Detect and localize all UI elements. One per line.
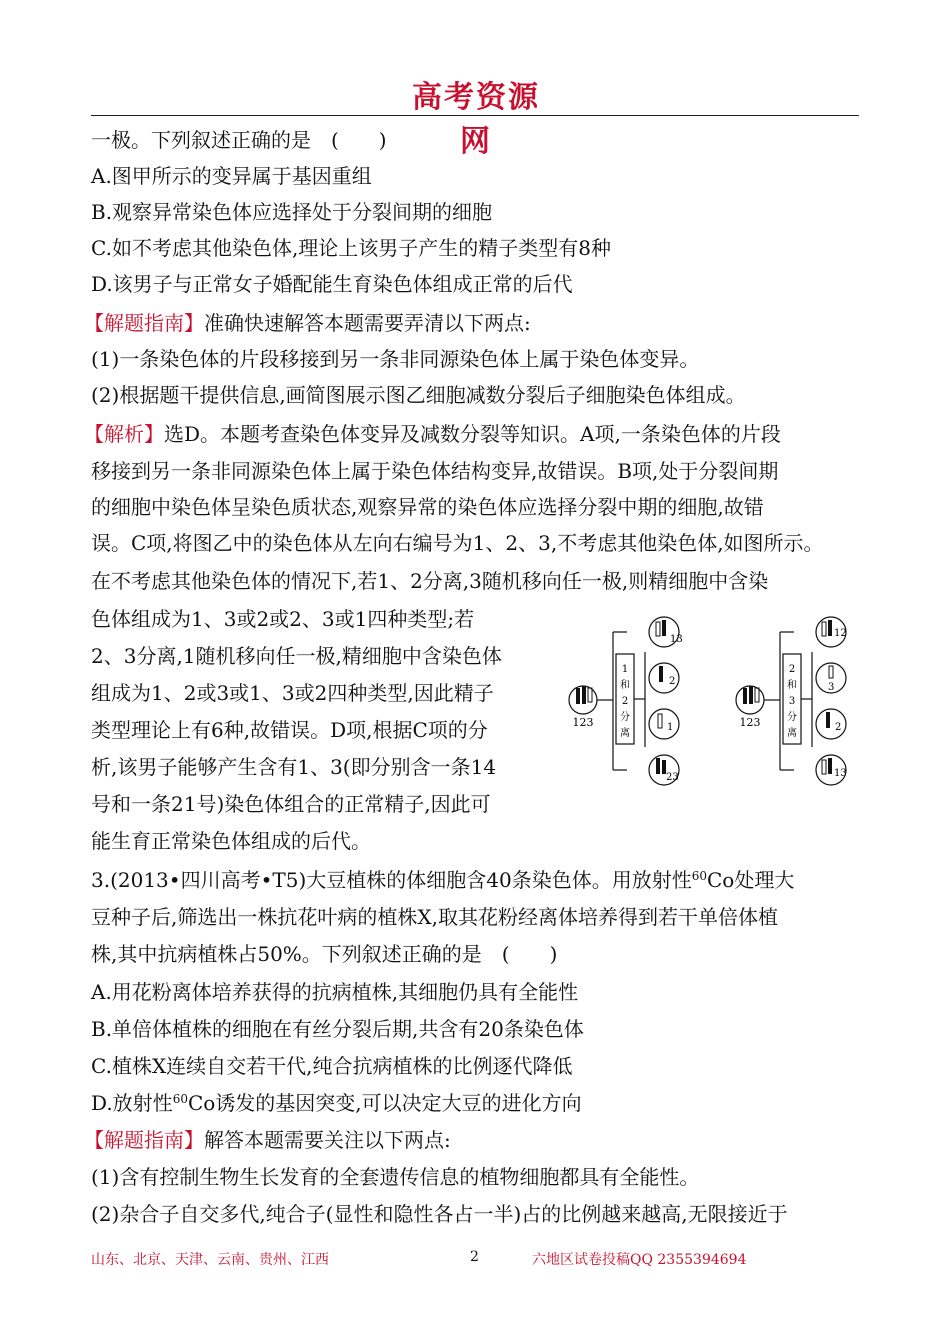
- question3-stem: 3.(2013•四川高考•T5)大豆植株的体细胞含40条染色体。用放射性$^{60}$Co处理大: [91, 868, 795, 892]
- header-rule: [91, 115, 859, 116]
- meiosis-diagram-1: [567, 602, 687, 802]
- option-a: A.用花粉离体培养获得的抗病植株,其细胞仍具有全能性: [91, 980, 579, 1004]
- option-d: D.该男子与正常女子婚配能生育染色体组成正常的后代: [91, 272, 573, 296]
- guide-point: (1)含有控制生物生长发育的全套遗传信息的植物细胞都具有全能性。: [91, 1165, 700, 1189]
- svg-text:离: 离: [787, 728, 797, 739]
- question3-stem: 株,其中抗病植株占50%。下列叙述正确的是 ( ): [91, 942, 558, 966]
- option-b: B.观察异常染色体应选择处于分裂间期的细胞: [91, 200, 493, 224]
- option-b: B.单倍体植株的细胞在有丝分裂后期,共含有20条染色体: [91, 1017, 584, 1041]
- option-a: A.图甲所示的变异属于基因重组: [91, 164, 372, 188]
- analysis-line: 误。C项,将图乙中的染色体从左向右编号为1、2、3,不考虑其他染色体,如图所示。: [91, 531, 824, 555]
- svg-text:23: 23: [666, 772, 679, 783]
- analysis-line: 号和一条21号)染色体组合的正常精子,因此可: [91, 792, 491, 816]
- svg-text:和: 和: [620, 680, 630, 691]
- svg-text:3: 3: [788, 696, 796, 707]
- analysis-line: 色体组成为1、3或2或2、3或1四种类型;若: [91, 607, 475, 631]
- svg-text:2: 2: [788, 664, 796, 675]
- footer-regions: 山东、北京、天津、云南、贵州、江西: [91, 1252, 329, 1268]
- isotope-mass: 60: [172, 1092, 188, 1106]
- guide-intro: 准确快速解答本题需要弄清以下两点:: [204, 311, 531, 335]
- parent-cell: [569, 686, 597, 729]
- guide-heading: [84, 1127, 451, 1153]
- daughter-cell: [649, 755, 679, 785]
- svg-text:2: 2: [621, 696, 629, 707]
- analysis-line: 析,该男子能够产生含有1、3(即分别含一条14: [91, 755, 497, 779]
- parent-cell: [736, 686, 764, 729]
- daughter-cell: [816, 709, 846, 739]
- parent-label: 123: [572, 716, 594, 729]
- meiosis-diagram-2: [734, 602, 854, 802]
- option-c: C.植株X连续自交若干代,纯合抗病植株的比例逐代降低: [91, 1054, 573, 1078]
- svg-text:离: 离: [620, 728, 630, 739]
- svg-text:1: 1: [621, 664, 629, 675]
- footer-contact: 六地区试卷投稿QQ 2355394694: [532, 1252, 747, 1268]
- parent-label: 123: [739, 716, 761, 729]
- svg-text:分: 分: [620, 712, 630, 723]
- analysis-line: 在不考虑其他染色体的情况下,若1、2分离,3随机移向任一极,则精细胞中含染: [91, 569, 769, 593]
- analysis-line: 能生育正常染色体组成的后代。: [91, 829, 371, 853]
- svg-text:12: 12: [834, 628, 847, 639]
- analysis-tag: 【解析】: [84, 422, 164, 446]
- daughter-cell: [816, 617, 847, 647]
- analysis-line: 【解析】选D。本题考查染色体变异及减数分裂等知识。A项,一条染色体的片段: [84, 422, 781, 446]
- analysis-line: 的细胞中染色体呈染色质状态,观察异常的染色体应选择分裂中期的细胞,故错: [91, 495, 764, 519]
- daughter-cell: [649, 663, 679, 693]
- guide-point: (1)一条染色体的片段移接到另一条非同源染色体上属于染色体变异。: [91, 347, 700, 371]
- isotope-mass: 60: [691, 869, 707, 883]
- svg-text:分: 分: [787, 712, 797, 723]
- page-number: 2: [470, 1249, 479, 1265]
- svg-text:2: 2: [669, 676, 676, 687]
- svg-text:2: 2: [835, 722, 842, 733]
- analysis-line: 移接到另一条非同源染色体上属于染色体结构变异,故错误。B项,处于分裂间期: [91, 459, 779, 483]
- svg-text:1: 1: [667, 722, 674, 733]
- guide-point: (2)杂合子自交多代,纯合子(显性和隐性各占一半)占的比例越来越高,无限接近于: [91, 1202, 788, 1226]
- svg-text:和: 和: [787, 680, 797, 691]
- svg-text:13: 13: [670, 634, 683, 645]
- daughter-cell: [649, 709, 679, 739]
- site-logo: 高考资源网: [412, 80, 540, 159]
- guide-point: (2)根据题干提供信息,画简图展示图乙细胞减数分裂后子细胞染色体组成。: [91, 383, 746, 407]
- analysis-line: 2、3分离,1随机移向任一极,精细胞中含染色体: [91, 644, 502, 668]
- daughter-cell: [649, 617, 683, 647]
- analysis-line: 组成为1、2或3或1、3或2四种类型,因此精子: [91, 681, 494, 705]
- svg-text:3: 3: [828, 682, 835, 693]
- daughter-cell: [816, 755, 847, 785]
- daughter-cell: [816, 663, 846, 693]
- guide-intro: 解答本题需要关注以下两点:: [204, 1128, 451, 1152]
- guide-heading: [84, 310, 531, 336]
- guide-tag: 【解题指南】: [84, 1128, 204, 1152]
- analysis-line: 类型理论上有6种,故错误。D项,根据C项的分: [91, 718, 488, 742]
- option-d: D.放射性$^{60}$Co诱发的基因突变,可以决定大豆的进化方向: [91, 1091, 582, 1115]
- guide-tag: 【解题指南】: [84, 311, 204, 335]
- question-stem-tail: 一极。下列叙述正确的是 ( ): [91, 128, 387, 152]
- svg-text:13: 13: [834, 768, 847, 779]
- question3-stem: 豆种子后,筛选出一株抗花叶病的植株X,取其花粉经离体培养得到若干单倍体植: [91, 905, 778, 929]
- option-c: C.如不考虑其他染色体,理论上该男子产生的精子类型有8种: [91, 236, 612, 260]
